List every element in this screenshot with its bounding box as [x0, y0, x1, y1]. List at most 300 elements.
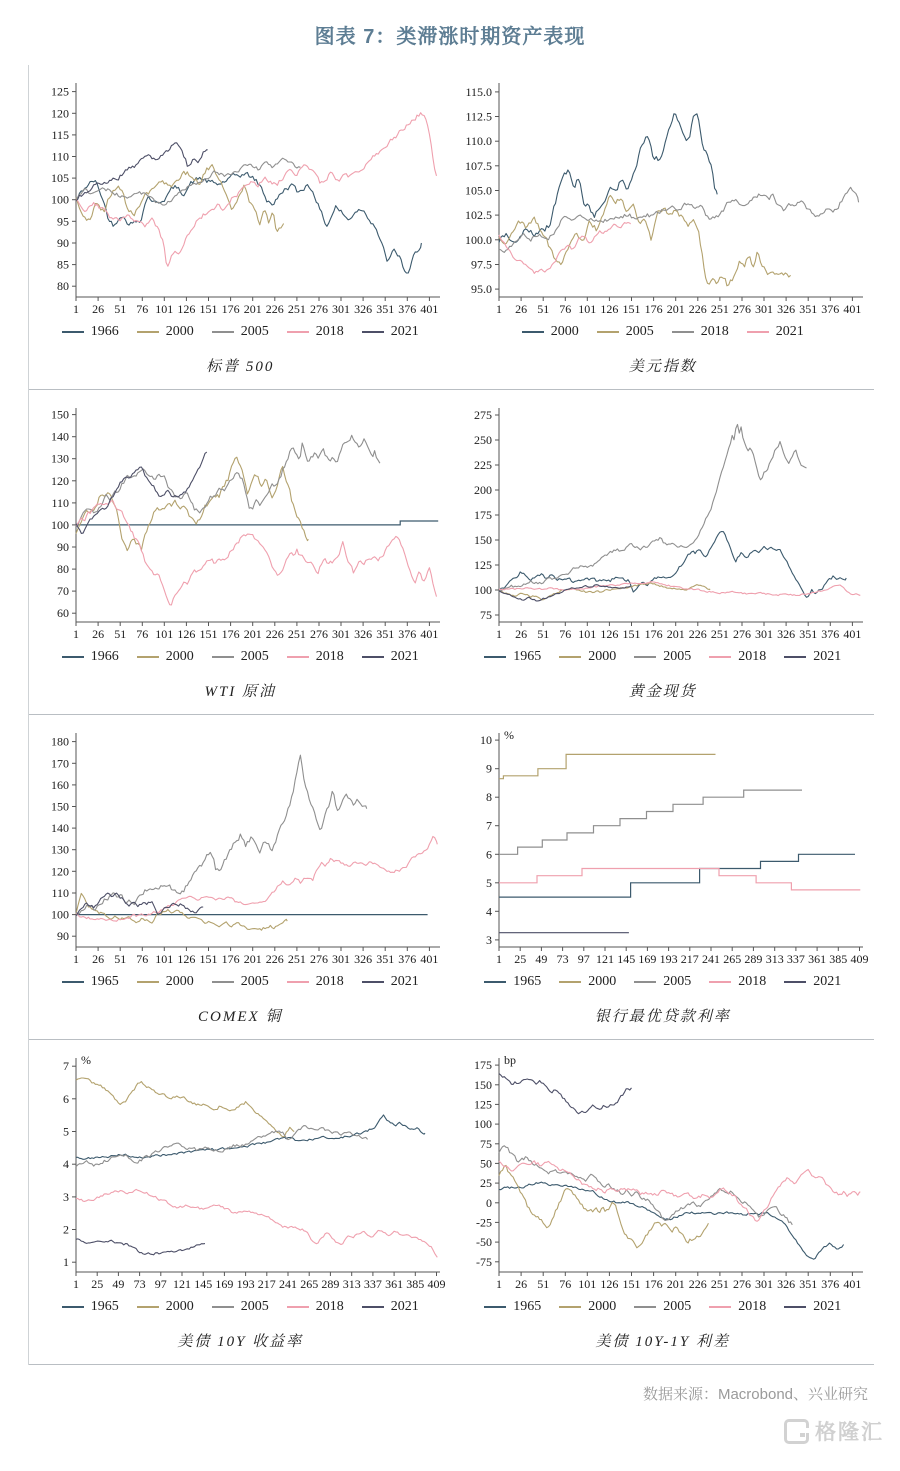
- chart-cell-gold: [452, 398, 875, 714]
- svg-text:301: 301: [332, 952, 351, 966]
- legend-item: [137, 974, 194, 990]
- svg-text:110: 110: [51, 886, 70, 900]
- svg-text:3: 3: [63, 1189, 70, 1204]
- legend-year-label: 2018: [738, 974, 767, 989]
- chart-cell-ust-spread: [452, 1048, 875, 1364]
- svg-text:176: 176: [221, 302, 240, 316]
- svg-text:7: 7: [63, 1059, 70, 1074]
- legend-year-label: 2005: [240, 1299, 269, 1314]
- legend-dash-icon: [212, 331, 234, 333]
- svg-text:169: 169: [638, 952, 657, 966]
- legend-dash-icon: [709, 1306, 731, 1308]
- svg-text:75: 75: [479, 1136, 492, 1151]
- legend-dash-icon: [634, 656, 656, 658]
- svg-text:80: 80: [57, 562, 70, 577]
- svg-text:241: 241: [279, 1277, 298, 1291]
- gelonghui-logo-text: 格隆汇: [815, 1421, 884, 1444]
- legend-year-label: 2018: [700, 324, 729, 339]
- svg-text:361: 361: [807, 952, 826, 966]
- svg-text:101: 101: [155, 952, 174, 966]
- svg-text:140: 140: [51, 429, 70, 444]
- svg-text:313: 313: [342, 1277, 361, 1291]
- svg-text:151: 151: [199, 952, 218, 966]
- svg-text:125: 125: [473, 1097, 492, 1112]
- legend-year-label: 2005: [663, 1299, 692, 1314]
- svg-text:100: 100: [51, 192, 70, 207]
- legend-dash-icon: [362, 331, 384, 333]
- svg-text:201: 201: [243, 952, 262, 966]
- svg-text:75: 75: [479, 608, 492, 622]
- chart-grid: [28, 65, 874, 1365]
- svg-text:151: 151: [622, 302, 641, 316]
- chart-caption: 标普 500: [206, 359, 275, 375]
- svg-text:%: %: [503, 728, 514, 742]
- legend-item: [784, 649, 841, 665]
- chart-row: [29, 390, 874, 715]
- legend-item: [362, 324, 419, 340]
- svg-text:276: 276: [310, 627, 329, 641]
- legend-item: [62, 1299, 119, 1315]
- svg-text:1: 1: [73, 627, 80, 641]
- legend-dash-icon: [62, 331, 84, 333]
- svg-text:385: 385: [829, 952, 848, 966]
- svg-text:6: 6: [63, 1091, 70, 1106]
- svg-text:169: 169: [215, 1277, 234, 1291]
- svg-text:126: 126: [177, 627, 196, 641]
- svg-text:120: 120: [51, 864, 70, 879]
- svg-text:351: 351: [376, 302, 395, 316]
- chart-row: [29, 1040, 874, 1365]
- svg-text:201: 201: [243, 627, 262, 641]
- legend-item: [634, 1299, 691, 1315]
- legend-item: [559, 1299, 616, 1315]
- svg-text:145: 145: [194, 1277, 213, 1291]
- svg-text:1: 1: [73, 302, 80, 316]
- svg-text:193: 193: [236, 1277, 255, 1291]
- chart-plot-prime-rate: [453, 723, 873, 973]
- svg-text:217: 217: [258, 1277, 277, 1291]
- svg-text:51: 51: [536, 302, 549, 316]
- svg-text:151: 151: [622, 1277, 641, 1291]
- svg-text:125: 125: [51, 84, 70, 99]
- svg-text:101: 101: [578, 1277, 597, 1291]
- svg-text:5: 5: [485, 875, 492, 890]
- legend-dash-icon: [137, 981, 159, 983]
- svg-text:226: 226: [266, 627, 285, 641]
- svg-text:326: 326: [776, 1277, 795, 1291]
- chart-legend: [475, 649, 850, 665]
- legend-year-label: 1965: [513, 1299, 542, 1314]
- svg-text:351: 351: [376, 952, 395, 966]
- svg-text:251: 251: [710, 627, 729, 641]
- svg-text:150: 150: [473, 1077, 492, 1092]
- legend-item: [709, 974, 766, 990]
- svg-text:100: 100: [473, 1117, 492, 1132]
- legend-year-label: 2021: [775, 324, 804, 339]
- legend-item: [62, 324, 119, 340]
- svg-text:9: 9: [485, 761, 492, 776]
- legend-dash-icon: [62, 656, 84, 658]
- svg-text:276: 276: [310, 952, 329, 966]
- chart-caption: 美债 10Y-1Y 利差: [595, 1334, 731, 1350]
- svg-text:175: 175: [473, 1058, 492, 1073]
- svg-text:276: 276: [732, 302, 751, 316]
- svg-text:251: 251: [710, 1277, 729, 1291]
- svg-text:376: 376: [398, 627, 417, 641]
- svg-text:3: 3: [485, 932, 492, 947]
- svg-text:26: 26: [514, 1277, 527, 1291]
- svg-text:115.0: 115.0: [465, 84, 492, 99]
- svg-text:301: 301: [332, 302, 351, 316]
- svg-text:401: 401: [843, 627, 862, 641]
- legend-item: [137, 324, 194, 340]
- legend-dash-icon: [212, 981, 234, 983]
- legend-dash-icon: [362, 1306, 384, 1308]
- svg-text:150: 150: [51, 407, 70, 422]
- svg-text:90: 90: [57, 540, 70, 554]
- svg-text:76: 76: [559, 1277, 572, 1291]
- legend-year-label: 2018: [315, 1299, 344, 1314]
- svg-text:201: 201: [666, 302, 685, 316]
- legend-dash-icon: [287, 656, 309, 658]
- chart-row: [29, 715, 874, 1040]
- svg-text:0: 0: [485, 1195, 492, 1210]
- svg-text:4: 4: [485, 904, 492, 919]
- svg-text:26: 26: [514, 302, 527, 316]
- legend-item: [672, 324, 729, 340]
- svg-text:201: 201: [666, 1277, 685, 1291]
- svg-text:97.5: 97.5: [470, 257, 492, 272]
- legend-year-label: 2018: [738, 1299, 767, 1314]
- legend-item: [287, 974, 344, 990]
- chart-cell-sp500: [29, 73, 452, 389]
- chart-plot-ust10y: [30, 1048, 450, 1298]
- svg-text:-25: -25: [475, 1215, 492, 1230]
- legend-dash-icon: [709, 656, 731, 658]
- svg-text:376: 376: [398, 952, 417, 966]
- legend-year-label: 2021: [390, 1299, 419, 1314]
- legend-item: [709, 1299, 766, 1315]
- svg-text:301: 301: [754, 1277, 773, 1291]
- svg-text:140: 140: [51, 821, 70, 836]
- svg-text:180: 180: [51, 734, 70, 749]
- legend-year-label: 2005: [625, 324, 654, 339]
- svg-text:76: 76: [559, 627, 572, 641]
- legend-dash-icon: [559, 656, 581, 658]
- svg-text:201: 201: [666, 627, 685, 641]
- svg-text:107.5: 107.5: [464, 158, 492, 173]
- svg-text:226: 226: [266, 302, 285, 316]
- svg-text:351: 351: [798, 627, 817, 641]
- chart-plot-ust-spread: [453, 1048, 873, 1298]
- svg-text:175: 175: [473, 508, 492, 522]
- svg-text:409: 409: [850, 952, 869, 966]
- svg-text:326: 326: [354, 302, 373, 316]
- legend-year-label: 2018: [315, 324, 344, 339]
- svg-text:110: 110: [51, 149, 70, 164]
- svg-text:105: 105: [51, 171, 70, 186]
- svg-text:409: 409: [427, 1277, 446, 1291]
- legend-item: [709, 649, 766, 665]
- svg-text:376: 376: [821, 1277, 840, 1291]
- svg-text:90: 90: [57, 236, 70, 250]
- svg-text:251: 251: [710, 302, 729, 316]
- chart-cell-wti: [29, 398, 452, 714]
- legend-item: [484, 974, 541, 990]
- svg-text:126: 126: [600, 302, 619, 316]
- legend-year-label: 1965: [513, 974, 542, 989]
- legend-item: [212, 1299, 269, 1315]
- legend-year-label: 2021: [390, 974, 419, 989]
- legend-item: [522, 324, 579, 340]
- legend-dash-icon: [784, 981, 806, 983]
- svg-text:120: 120: [51, 106, 70, 121]
- chart-plot-copper: [30, 723, 450, 973]
- legend-dash-icon: [634, 981, 656, 983]
- legend-dash-icon: [484, 656, 506, 658]
- legend-dash-icon: [747, 331, 769, 333]
- legend-item: [784, 974, 841, 990]
- svg-text:5: 5: [63, 1124, 70, 1139]
- legend-year-label: 2000: [165, 324, 194, 339]
- svg-text:351: 351: [798, 1277, 817, 1291]
- legend-dash-icon: [62, 981, 84, 983]
- svg-text:326: 326: [776, 627, 795, 641]
- svg-text:4: 4: [63, 1157, 70, 1172]
- svg-text:26: 26: [92, 302, 105, 316]
- svg-text:275: 275: [473, 408, 492, 422]
- legend-dash-icon: [212, 1306, 234, 1308]
- legend-dash-icon: [484, 1306, 506, 1308]
- svg-text:401: 401: [420, 302, 439, 316]
- legend-year-label: 2021: [813, 974, 842, 989]
- svg-text:110.0: 110.0: [465, 134, 492, 149]
- svg-text:70: 70: [57, 584, 70, 599]
- svg-text:-50: -50: [475, 1235, 492, 1250]
- svg-text:25: 25: [91, 1277, 104, 1291]
- legend-year-label: 2021: [390, 649, 419, 664]
- legend-item: [597, 324, 654, 340]
- svg-text:95.0: 95.0: [470, 282, 492, 297]
- svg-text:225: 225: [473, 458, 492, 472]
- chart-legend: [53, 1299, 428, 1315]
- svg-text:51: 51: [114, 952, 127, 966]
- svg-text:176: 176: [221, 952, 240, 966]
- svg-text:337: 337: [786, 952, 805, 966]
- svg-text:95: 95: [57, 214, 70, 229]
- legend-dash-icon: [672, 331, 694, 333]
- legend-year-label: 2000: [165, 1299, 194, 1314]
- svg-text:130: 130: [51, 451, 70, 466]
- svg-text:241: 241: [701, 952, 720, 966]
- chart-cell-prime-rate: [452, 723, 875, 1039]
- svg-text:49: 49: [112, 1277, 125, 1291]
- svg-text:150: 150: [51, 799, 70, 814]
- svg-text:102.5: 102.5: [464, 208, 492, 223]
- svg-text:265: 265: [722, 952, 741, 966]
- svg-text:97: 97: [155, 1277, 168, 1291]
- legend-item: [559, 974, 616, 990]
- legend-dash-icon: [362, 656, 384, 658]
- legend-year-label: 1965: [513, 649, 542, 664]
- data-source-note: 数据来源：Macrobond、兴业研究: [642, 1386, 868, 1403]
- svg-text:25: 25: [479, 1176, 492, 1191]
- svg-text:1: 1: [495, 627, 502, 641]
- svg-text:226: 226: [688, 627, 707, 641]
- legend-dash-icon: [559, 1306, 581, 1308]
- svg-text:401: 401: [420, 627, 439, 641]
- svg-text:26: 26: [92, 627, 105, 641]
- svg-text:26: 26: [92, 952, 105, 966]
- legend-item: [634, 649, 691, 665]
- svg-text:73: 73: [133, 1277, 146, 1291]
- svg-text:76: 76: [559, 302, 572, 316]
- svg-text:105.0: 105.0: [464, 183, 492, 198]
- svg-text:-75: -75: [475, 1254, 492, 1269]
- svg-text:60: 60: [57, 606, 70, 621]
- svg-text:326: 326: [354, 952, 373, 966]
- svg-text:76: 76: [136, 302, 149, 316]
- legend-year-label: 2021: [813, 1299, 842, 1314]
- legend-dash-icon: [709, 981, 731, 983]
- chart-legend: [53, 974, 428, 990]
- legend-year-label: 2005: [240, 649, 269, 664]
- svg-text:251: 251: [288, 627, 307, 641]
- legend-year-label: 2000: [550, 324, 579, 339]
- svg-text:351: 351: [376, 627, 395, 641]
- legend-year-label: 2000: [588, 649, 617, 664]
- svg-text:401: 401: [843, 302, 862, 316]
- svg-text:%: %: [81, 1053, 92, 1067]
- chart-caption: 美元指数: [628, 359, 697, 375]
- chart-caption: 银行最优贷款利率: [594, 1009, 731, 1025]
- svg-text:110: 110: [51, 495, 70, 510]
- svg-text:226: 226: [688, 1277, 707, 1291]
- svg-text:251: 251: [288, 302, 307, 316]
- chart-cell-ust10y: [29, 1048, 452, 1364]
- svg-text:1: 1: [73, 1277, 80, 1291]
- svg-text:351: 351: [798, 302, 817, 316]
- svg-text:193: 193: [659, 952, 678, 966]
- svg-text:170: 170: [51, 756, 70, 771]
- svg-text:126: 126: [177, 952, 196, 966]
- svg-text:201: 201: [243, 302, 262, 316]
- svg-text:101: 101: [578, 302, 597, 316]
- chart-legend: [475, 1299, 850, 1315]
- legend-dash-icon: [522, 331, 544, 333]
- svg-text:217: 217: [680, 952, 699, 966]
- svg-text:10: 10: [479, 733, 492, 748]
- legend-year-label: 2018: [315, 649, 344, 664]
- legend-year-label: 1965: [90, 1299, 119, 1314]
- chart-plot-usd-index: [453, 73, 873, 323]
- legend-item: [212, 974, 269, 990]
- legend-item: [212, 324, 269, 340]
- svg-text:313: 313: [765, 952, 784, 966]
- legend-dash-icon: [484, 981, 506, 983]
- svg-text:200: 200: [473, 483, 492, 497]
- legend-item: [362, 974, 419, 990]
- legend-item: [784, 1299, 841, 1315]
- svg-text:265: 265: [300, 1277, 319, 1291]
- chart-caption: COMEX 铜: [198, 1009, 283, 1025]
- svg-text:7: 7: [485, 818, 492, 833]
- svg-text:160: 160: [51, 777, 70, 792]
- legend-dash-icon: [784, 656, 806, 658]
- svg-text:276: 276: [732, 1277, 751, 1291]
- legend-year-label: 1966: [90, 649, 119, 664]
- legend-dash-icon: [212, 656, 234, 658]
- svg-text:121: 121: [173, 1277, 192, 1291]
- chart-legend: [475, 974, 850, 990]
- svg-text:101: 101: [578, 627, 597, 641]
- legend-item: [137, 649, 194, 665]
- svg-text:1: 1: [73, 952, 80, 966]
- svg-text:51: 51: [114, 627, 127, 641]
- svg-text:51: 51: [536, 627, 549, 641]
- svg-text:bp: bp: [503, 1053, 516, 1067]
- svg-text:100: 100: [51, 517, 70, 532]
- svg-text:289: 289: [321, 1277, 340, 1291]
- svg-text:1: 1: [495, 302, 502, 316]
- svg-text:76: 76: [136, 627, 149, 641]
- svg-text:6: 6: [485, 847, 492, 862]
- svg-text:100: 100: [51, 907, 70, 922]
- legend-dash-icon: [597, 331, 619, 333]
- svg-text:226: 226: [688, 302, 707, 316]
- svg-text:2: 2: [63, 1222, 70, 1237]
- legend-dash-icon: [137, 331, 159, 333]
- svg-text:130: 130: [51, 842, 70, 857]
- legend-year-label: 2000: [588, 1299, 617, 1314]
- legend-year-label: 2000: [588, 974, 617, 989]
- legend-item: [287, 649, 344, 665]
- legend-year-label: 1966: [90, 324, 119, 339]
- legend-dash-icon: [137, 1306, 159, 1308]
- svg-text:326: 326: [776, 302, 795, 316]
- legend-item: [484, 649, 541, 665]
- chart-plot-gold: [453, 398, 873, 648]
- svg-text:150: 150: [473, 533, 492, 547]
- legend-item: [634, 974, 691, 990]
- svg-text:276: 276: [732, 627, 751, 641]
- chart-row: [29, 65, 874, 390]
- legend-year-label: 2000: [165, 974, 194, 989]
- legend-dash-icon: [784, 1306, 806, 1308]
- chart-caption: WTI 原油: [204, 684, 277, 700]
- svg-text:251: 251: [288, 952, 307, 966]
- gelonghui-watermark: [16, 1416, 884, 1446]
- svg-text:385: 385: [406, 1277, 425, 1291]
- svg-text:401: 401: [420, 952, 439, 966]
- legend-dash-icon: [559, 981, 581, 983]
- svg-text:85: 85: [57, 257, 70, 272]
- legend-year-label: 2021: [390, 324, 419, 339]
- svg-text:101: 101: [155, 627, 174, 641]
- chart-plot-wti: [30, 398, 450, 648]
- legend-item: [362, 1299, 419, 1315]
- legend-dash-icon: [634, 1306, 656, 1308]
- legend-item: [287, 1299, 344, 1315]
- legend-year-label: 2005: [240, 974, 269, 989]
- legend-item: [62, 974, 119, 990]
- legend-year-label: 2000: [165, 649, 194, 664]
- legend-year-label: 2018: [315, 974, 344, 989]
- svg-text:112.5: 112.5: [465, 109, 492, 124]
- svg-text:289: 289: [744, 952, 763, 966]
- legend-year-label: 2018: [738, 649, 767, 664]
- svg-text:276: 276: [310, 302, 329, 316]
